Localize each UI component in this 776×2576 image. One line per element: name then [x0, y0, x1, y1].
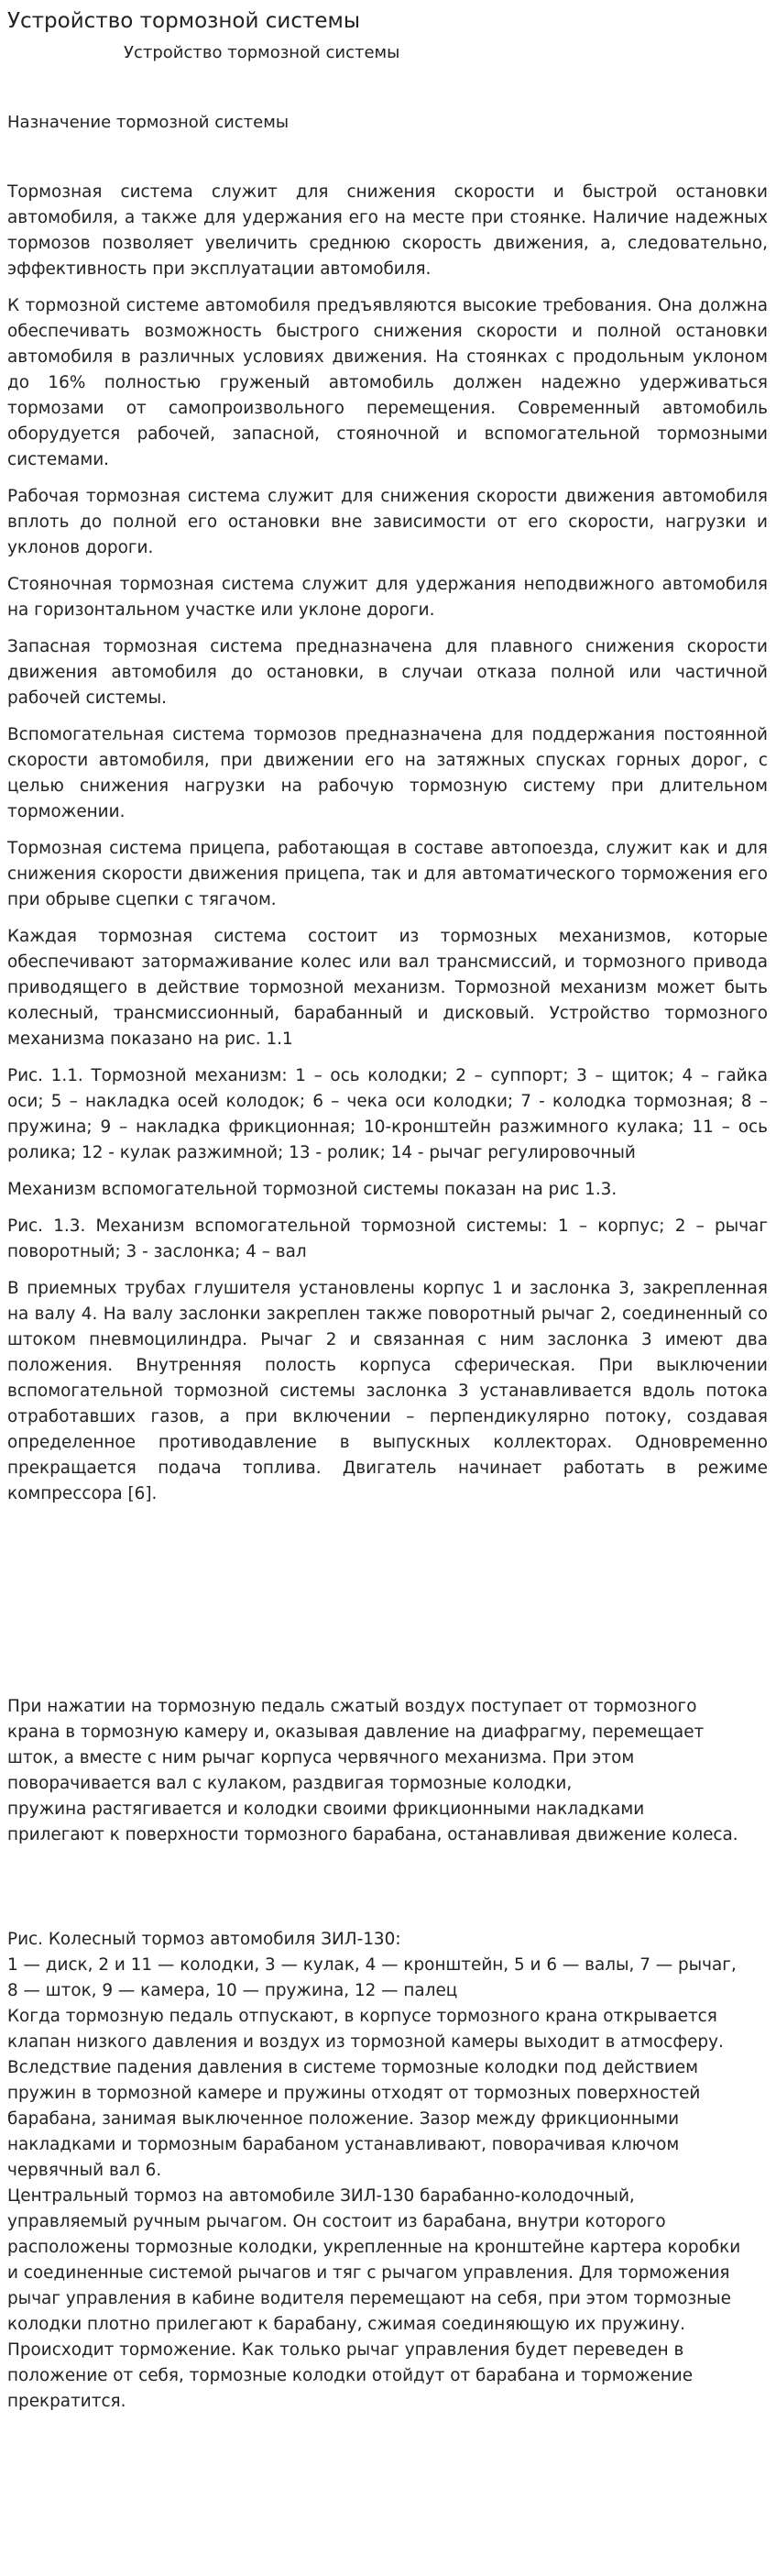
paragraph-spare-brake: Запасная тормозная система предназначена для плавного снижения скорости движения автомобиля до остановки, в случаи отказа полной или частичной рабочей системы.	[7, 637, 768, 708]
paragraph-requirements: К тормозной системе автомобиля предъявляются высокие требования. Она должна обеспечивать возможность быстрого снижения скорости и полной остановки автомобиля в различных условиях движения. На стоянках с продольным уклоном до 16% полностью груженый автомобиль должен надежно удерживаться тормозами от самопроизвольного перемещения. Современный автомобиль оборудуется рабочей, запасной, стояночной и вспомогательной тормозными системами.	[7, 296, 768, 469]
page-title: Устройство тормозной системы	[7, 9, 361, 33]
article-body	[7, 180, 768, 1518]
text-line: прилегают к поверхности тормозного барабана, останавливая движение колеса.	[7, 1825, 738, 1844]
paragraph-service-brake: Рабочая тормозная система служит для снижения скорости движения автомобиля вплоть до полной его остановки вне зависимости от его скорости, нагрузки и уклонов дороги.	[7, 487, 768, 557]
paragraph-exhaust-brake: В приемных трубах глушителя установлены корпус 1 и заслонка 3, закрепленная на валу 4. На валу заслонки закреплен также поворотный рычаг 2, соединенный со штоком пневмоцилиндра. Рычаг 2 и связанная с ним заслонка 3 имеют два положения. Внутренняя полость корпуса сферическая. При выключении вспомогательной тормозной системы заслонка 3 устанавливается вдоль потока отработавших газов, а при включении – перпендикулярно потоку, создавая определенное противодавление в выпускных коллекторах. Одновременно прекращается подача топлива. Двигатель начинает работать в режиме компрессора [6].	[7, 1279, 768, 1503]
paragraph-purpose: Тормозная система служит для снижения скорости и быстрой остановки автомобиля, а также для удержания его на месте при стоянке. Наличие надежных тормозов позволяет увеличить среднюю скорость движения, а, следовательно, эффективность при эксплуатации автомобиля.	[7, 182, 768, 279]
figure-caption-1-1: Рис. 1.1. Тормозной механизм: 1 – ось колодки; 2 – суппорт; 3 – щиток; 4 – гайка оси; 5 – накладка осей колодок; 6 – чека оси колодки; 7 - колодка тормозная; 8 – пружина; 9 – накладка фрикционная; 10-кронштейн разжимного кулака; 11 – ось ролика; 12 - кулак разжимной; 13 - ролик; 14 - рычаг регулировочный	[7, 1066, 768, 1162]
text-line: рычаг управления в кабине водителя перемещают на себя, при этом тормозные	[7, 2289, 731, 2308]
text-line: пружин в тормозной камере и пружины отходят от тормозных поверхностей	[7, 2084, 701, 2103]
zil-130-description	[7, 1927, 768, 2415]
text-line: крана в тормозную камеру и, оказывая давление на диафрагму, перемещает	[7, 1723, 705, 1742]
text-line: поворачивается вал с кулаком, раздвигая тормозные колодки,	[7, 1774, 573, 1793]
text-line: Когда тормозную педаль отпускают, в корпусе тормозного крана открывается	[7, 2007, 717, 2026]
text-line: 1 — диск, 2 и 11 — колодки, 3 — кулак, 4 — кронштейн, 5 и 6 — валы, 7 — рычаг,	[7, 1955, 737, 1975]
paragraph-brake-mechanisms: Каждая тормозная система состоит из тормозных механизмов, которые обеспечивают затормаживание колес или вал трансмиссий, и тормозного привода приводящего в действие тормозной механизм. Тормозной механизм может быть колесный, трансмиссионный, барабанный и дисковый. Устройство тормозного механизма показано на рис. 1.1	[7, 927, 768, 1049]
text-line: колодки плотно прилегают к барабану, сжимая соединяющую их пружину.	[7, 2315, 685, 2334]
pedal-description	[7, 1694, 768, 1848]
figure-caption-1-3: Рис. 1.3. Механизм вспомогательной тормозной системы: 1 – корпус; 2 – рычаг поворотный; 3 - заслонка; 4 – вал	[7, 1216, 768, 1261]
text-line: пружина растягивается и колодки своими фрикционными накладками	[7, 1800, 645, 1819]
text-line: накладками и тормозным барабаном устанавливают, поворачивая ключом	[7, 2135, 680, 2154]
text-line: и соединенные системой рычагов и тяг с рычагом управления. Для торможения	[7, 2263, 730, 2283]
text-line: клапан низкого давления и воздух из тормозной камеры выходит в атмосферу.	[7, 2032, 724, 2052]
text-line: Вследствие падения давления в системе тормозные колодки под действием	[7, 2058, 699, 2077]
figure-caption-zil-130: Рис. Колесный тормоз автомобиля ЗИЛ-130:	[7, 1930, 401, 1949]
page-subtitle: Устройство тормозной системы	[124, 43, 400, 62]
text-line: Происходит торможение. Как только рычаг управления будет переведен в	[7, 2340, 684, 2360]
text-line: шток, а вместе с ним рычаг корпуса червячного механизма. При этом	[7, 1748, 635, 1767]
text-line: прекратится.	[7, 2392, 126, 2411]
text-line: червячный вал 6.	[7, 2161, 162, 2180]
text-line: Центральный тормоз на автомобиле ЗИЛ-130 барабанно-колодочный,	[7, 2186, 635, 2206]
figure-placeholder	[7, 1522, 768, 1687]
text-line: расположены тормозные колодки, укрепленные на кронштейне картера коробки	[7, 2238, 741, 2257]
text-line: барабана, занимая выключенное положение. Зазор между фрикционными	[7, 2109, 680, 2129]
text-line: 8 — шток, 9 — камера, 10 — пружина, 12 — палец	[7, 1981, 458, 2000]
text-line: При нажатии на тормозную педаль сжатый воздух поступает от тормозного	[7, 1697, 697, 1716]
text-line: положение от себя, тормозные колодки отойдут от барабана и торможение	[7, 2366, 694, 2385]
paragraph-trailer-brake: Тормозная система прицепа, работающая в составе автопоезда, служит как и для снижения скорости движения прицепа, так и для автоматического торможения его при обрыве сцепки с тягачом.	[7, 839, 768, 909]
section-heading: Назначение тормозной системы	[7, 113, 290, 132]
paragraph-parking-brake: Стояночная тормозная система служит для удержания неподвижного автомобиля на горизонтальном участке или уклоне дороги.	[7, 575, 768, 620]
paragraph-auxiliary-brake: Вспомогательная система тормозов предназначена для поддержания постоянной скорости автомобиля, при движении его на затяжных спусках горных дорог, с целью снижения нагрузки на рабочую тормозную систему при длительном торможении.	[7, 725, 768, 821]
paragraph-aux-mechanism-ref: Механизм вспомогательной тормозной системы показан на рис 1.3.	[7, 1180, 618, 1199]
text-line: управляемый ручным рычагом. Он состоит из барабана, внутри которого	[7, 2212, 666, 2231]
